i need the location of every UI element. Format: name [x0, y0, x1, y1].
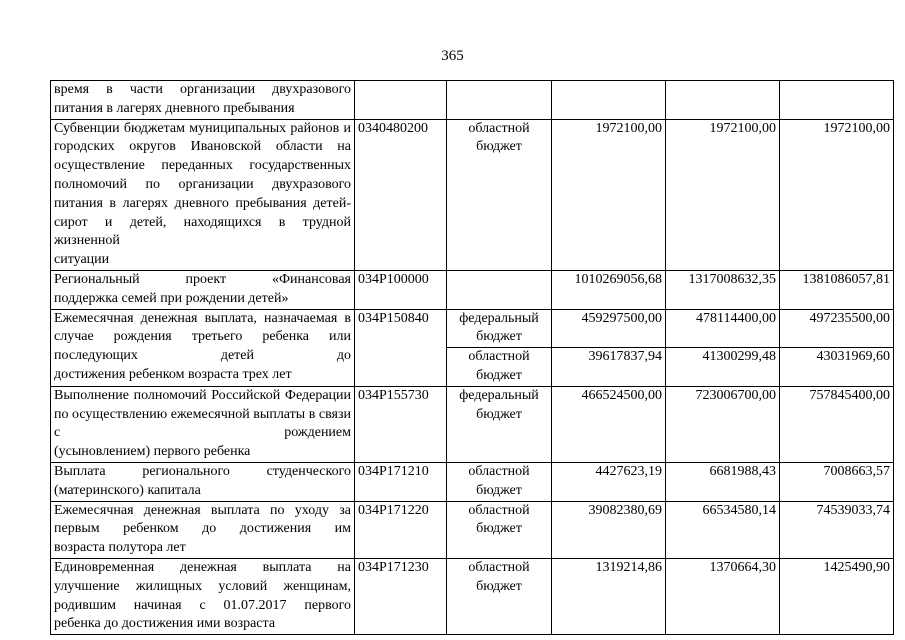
amount-2021: 1425490,90	[780, 558, 894, 634]
description-line: Субвенции бюджетам муниципальных	[54, 120, 287, 136]
funding-source-line: бюджет	[476, 367, 522, 383]
table-body	[51, 81, 894, 635]
row-description	[51, 309, 355, 386]
funding-source-line: федеральный	[459, 387, 539, 403]
description-line: районов и городских округов Ивановской	[54, 120, 351, 155]
description-line: области на осуществление переданных	[54, 139, 352, 174]
description-line: улучшение жилищных условий женщинам,	[54, 578, 351, 594]
description-line: Единовременная денежная выплата на	[54, 559, 351, 575]
amount-2021: 757845400,00	[780, 386, 894, 462]
description-line: и детей, находящихся в трудной жизненной	[54, 214, 351, 249]
description-line: ежемесячной выплаты в связи с рождением	[54, 406, 351, 441]
funding-source-line: областной	[468, 559, 530, 575]
amount-2019: 4427623,19	[552, 462, 666, 501]
amount-2019: 1319214,86	[552, 558, 666, 634]
description-line: (усыновлением) первого ребенка	[54, 444, 251, 460]
description-line: государственных полномочий по	[54, 158, 352, 192]
description-line: ребенка до достижения ими возраста	[54, 616, 276, 632]
funding-source-line: бюджет	[476, 139, 522, 155]
target-article-code: 034P171230	[355, 558, 447, 634]
row-description	[51, 81, 355, 120]
amount-2020: 1972100,00	[666, 119, 780, 270]
amount-2019: 1972100,00	[552, 119, 666, 270]
table-row	[51, 119, 894, 270]
target-article-code: 034P150840	[355, 309, 447, 386]
description-line: лагерях дневного пребывания детей-сирот	[54, 195, 352, 230]
description-line: достижения ребенком возраста трех лет	[54, 366, 292, 382]
row-description	[51, 119, 355, 270]
funding-source-line: областной	[468, 463, 530, 479]
funding-source-line: бюджет	[476, 329, 522, 345]
target-article-code: 034P155730	[355, 386, 447, 462]
description-line: Выплата регионального студенческого	[54, 463, 351, 479]
funding-source	[447, 558, 552, 634]
description-line: Региональный проект «Финансовая	[54, 271, 351, 287]
funding-source	[447, 386, 552, 462]
target-article-code	[355, 81, 447, 120]
description-line: организации двухразового питания в	[54, 176, 351, 211]
table-row	[51, 81, 894, 120]
funding-source	[447, 348, 552, 387]
funding-source-line: федеральный	[459, 310, 539, 326]
amount-2019: 39617837,94	[552, 348, 666, 387]
amount-2020: 723006700,00	[666, 386, 780, 462]
row-description	[51, 501, 355, 558]
amount-2021: 1381086057,81	[780, 270, 894, 309]
target-article-code: 034P171220	[355, 501, 447, 558]
row-description	[51, 462, 355, 501]
description-line: (материнского) капитала	[54, 482, 201, 498]
funding-source-line: областной	[468, 120, 530, 136]
amount-2021: 74539033,74	[780, 501, 894, 558]
target-article-code: 034P100000	[355, 270, 447, 309]
amount-2021: 43031969,60	[780, 348, 894, 387]
description-line: ребенка или последующих детей до	[54, 329, 351, 364]
amount-2019: 466524500,00	[552, 386, 666, 462]
description-line: Ежемесячная денежная выплата,	[54, 310, 257, 326]
amount-2020: 478114400,00	[666, 309, 780, 348]
funding-source-line: областной	[468, 502, 530, 518]
funding-source	[447, 119, 552, 270]
funding-source	[447, 81, 552, 120]
table-row	[51, 270, 894, 309]
row-description	[51, 270, 355, 309]
row-description	[51, 386, 355, 462]
funding-source-line: бюджет	[476, 482, 522, 498]
amount-2019: 1010269056,68	[552, 270, 666, 309]
description-line: время в части организации двухразового	[54, 82, 351, 97]
funding-source-line: областной	[468, 349, 530, 365]
amount-2020: 1317008632,35	[666, 270, 780, 309]
table-row	[51, 462, 894, 501]
amount-2020: 66534580,14	[666, 501, 780, 558]
description-line: возраста полутора лет	[54, 540, 186, 556]
row-description	[51, 558, 355, 634]
funding-source	[447, 501, 552, 558]
amount-2019	[552, 81, 666, 120]
table-row	[51, 558, 894, 634]
description-line: первым ребенком до достижения им	[54, 521, 351, 537]
amount-2021: 497235500,00	[780, 309, 894, 348]
description-line: ситуации	[54, 252, 110, 268]
table-row	[51, 501, 894, 558]
amount-2021: 1972100,00	[780, 119, 894, 270]
amount-2020	[666, 81, 780, 120]
description-line: родившим начиная с 01.07.2017 первого	[54, 597, 351, 613]
table-row	[51, 386, 894, 462]
amount-2021	[780, 81, 894, 120]
page-number: 365	[441, 48, 464, 64]
amount-2020: 1370664,30	[666, 558, 780, 634]
description-line: Выполнение полномочий Российской	[54, 387, 281, 403]
description-line: питания в лагерях дневного пребывания	[54, 100, 295, 116]
funding-source-line: бюджет	[476, 578, 522, 594]
amount-2020: 6681988,43	[666, 462, 780, 501]
table-sheet	[50, 80, 893, 632]
description-line: поддержка семей при рождении детей»	[54, 290, 289, 306]
target-article-code: 0340480200	[355, 119, 447, 270]
amount-2019: 39082380,69	[552, 501, 666, 558]
funding-source	[447, 270, 552, 309]
funding-source-line: бюджет	[476, 521, 522, 537]
amount-2019: 459297500,00	[552, 309, 666, 348]
funding-source-line: бюджет	[476, 406, 522, 422]
description-line: Ежемесячная денежная выплата по уходу за	[54, 502, 351, 518]
description-line: назначаемая в случае рождения третьего	[54, 310, 351, 345]
budget-table	[50, 80, 894, 635]
funding-source	[447, 309, 552, 348]
amount-2021: 7008663,57	[780, 462, 894, 501]
table-row	[51, 309, 894, 348]
funding-source	[447, 462, 552, 501]
description-line: Федерации по осуществлению	[54, 387, 352, 422]
target-article-code: 034P171210	[355, 462, 447, 501]
amount-2020: 41300299,48	[666, 348, 780, 387]
